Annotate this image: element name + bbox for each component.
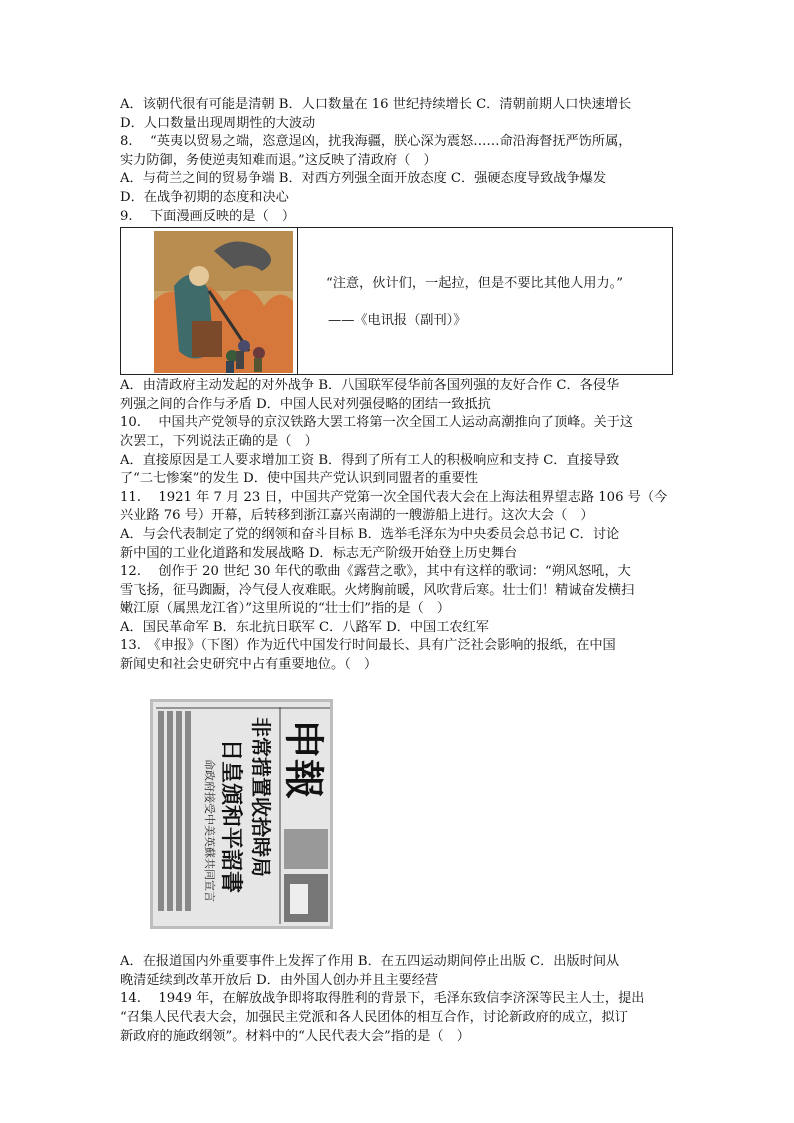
masthead: 申報 [280,718,327,799]
cartoon-source: ——《电讯报（副刊）》 [328,313,467,329]
cartoon-image [154,231,293,373]
q13-stem-line: 13. 《申报》（下图）作为近代中国发行时间最长、具有广泛社会影响的报纸，在中国 [120,638,616,654]
q10-line: 10. 中国共产党领导的京汉铁路大罢工将第一次全国工人运动高潮推向了顶峰。关于这 [120,415,634,431]
q7-options [120,96,680,133]
headline-3: 命政府接受中美英蘇共同宣言 [203,758,216,902]
q14-line: “召集人民代表大会，加强民主党派和各人民团体的相互合作，讨论新政府的成立，拟订 [120,1010,628,1026]
q8-option-line: D．在战争初期的态度和决心 [120,189,289,205]
newspaper-image [150,699,333,929]
q8-line: 实力防御，务使逆夷知难而退。”这反映了清政府（ ） [120,152,437,168]
headline-2: 非常措置收拾時局 [249,716,273,877]
q7-option-line: A．该朝代很有可能是清朝 B．人口数量在 16 世纪持续增长 C．清朝前期人口快速增长 [120,97,632,112]
question-8 [120,133,680,207]
q11-line: 11. 1921 年 7 月 23 日，中国共产党第一次全国代表大会在上海法租界望志路 106 号（今 [120,489,668,505]
q9-cartoon-box [120,227,673,375]
table-divider [297,228,298,374]
q8-option-line: A．与荷兰之间的贸易争端 B．对西方列强全面开放态度 C．强硬态度导致战争爆发 [120,171,607,187]
q10-line: 次罢工，下列说法正确的是（ ） [120,433,318,449]
question-14 [120,990,680,1046]
q13-option-line: 晚清延续到改革开放后 D．由外国人创办并且主要经营 [120,972,439,988]
q7-option-line: D．人口数量出现周期性的大波动 [120,115,316,131]
q13-stem-line: 新闻史和社会史研究中占有重要地位。（ ） [120,657,378,673]
headline-1: 日皇頒和平詔書 [218,738,244,893]
exam-page [120,96,680,1046]
q13-option-line: A．在报道国内外重要事件上发挥了作用 B．在五四运动期间停止出版 C．出版时间从 [120,954,620,970]
q9-stem: 9. 下面漫画反映的是（ ） [120,208,296,224]
q12-line: 雪飞扬，征马踟蹰，冷气侵人夜难眠。火烤胸前暖，风吹背后寒。壮士们！精诚奋发横扫 [120,582,635,598]
cartoon-quote: “注意，伙计们，一起拉，但是不要比其他人用力。” [326,276,624,292]
q10-option-line: A．直接原因是工人要求增加工资 B．得到了所有工人的积极响应和支持 C．直接导致 [120,452,620,468]
question-11 [120,489,680,563]
question-10 [120,414,680,488]
q12-line: 12. 创作于 20 世纪 30 年代的歌曲《露营之歌》，其中有这样的歌词：“朔风怒吼，大 [120,564,631,580]
q12-option-line: A．国民革命军 B．东北抗日联军 C．八路军 D．中国工农红军 [120,619,489,635]
q14-line: 新政府的施政纲领”。材料中的“人民代表大会”指的是（ ） [120,1028,470,1044]
question-12 [120,563,680,637]
question-9 [120,208,680,415]
q11-option-line: 新中国的工业化道路和发展战略 D．标志无产阶级开始登上历史舞台 [120,545,518,561]
q9-option-line: 列强之间的合作与矛盾 D．中国人民对列强侵略的团结一致抵抗 [120,396,491,412]
q12-line: 嫩江原（属黑龙江省）”这里所说的“壮士们”指的是（ ） [120,601,451,617]
q14-line: 14. 1949 年，在解放战争即将取得胜利的背景下，毛泽东致信李济深等民主人士，提出 [120,991,645,1007]
q11-line: 兴业路 76 号）开幕，后转移到浙江嘉兴南湖的一艘游船上进行。这次大会（ ） [120,508,594,524]
q10-option-line: 了“二七惨案”的发生 D．使中国共产党认识到同盟者的重要性 [120,471,478,487]
q11-option-line: A．与会代表制定了党的纲领和奋斗目标 B．选举毛泽东为中央委员会总书记 C．讨论 [120,526,620,542]
question-13 [120,637,680,990]
q8-line: 8. “英夷以贸易之端，恣意逞凶，扰我海疆，朕心深为震怒……命沿海督抚严饬所属， [120,134,632,150]
q9-option-line: A．由清政府主动发起的对外战争 B．八国联军侵华前各国列强的友好合作 C．各侵华 [120,378,620,394]
